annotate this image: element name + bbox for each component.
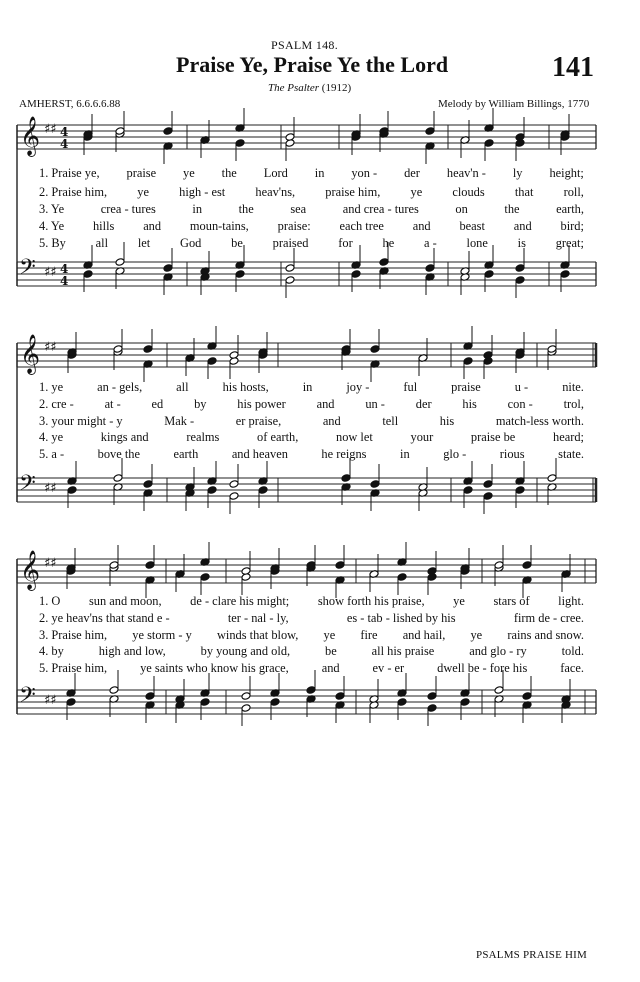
- note-head: [145, 692, 155, 701]
- lyric-syllable: joy -: [346, 380, 370, 394]
- note-head: [270, 698, 280, 707]
- lyric-syllable: ye: [183, 166, 195, 180]
- note-head: [483, 480, 493, 489]
- lyric-syllable: bird;: [560, 219, 584, 233]
- note-head: [83, 270, 93, 279]
- lyric-syllable: high - est: [179, 185, 226, 199]
- lyric-syllable: sun and moon,: [88, 594, 162, 608]
- verse-line-2: [39, 611, 584, 626]
- source-year: (1912): [321, 82, 352, 94]
- lyric-syllable: and: [316, 397, 335, 411]
- lyric-syllable: that: [514, 185, 534, 199]
- note-head: [515, 264, 525, 273]
- note-head: [258, 486, 268, 495]
- lyric-syllable: for: [338, 236, 353, 250]
- lyric-syllable: ye: [470, 628, 483, 642]
- note-head: [341, 474, 351, 483]
- lyric-syllable: height;: [549, 166, 584, 180]
- note-head: [484, 270, 494, 279]
- section-footer: PSALMS PRAISE HIM: [476, 949, 587, 961]
- lyric-syllable: stars of: [493, 594, 530, 608]
- lyric-syllable: of earth,: [257, 430, 299, 444]
- lyric-syllable: ly: [512, 166, 523, 180]
- lyric-syllable: realms: [186, 430, 220, 444]
- note-head: [143, 345, 153, 354]
- lyric-syllable: praise: [126, 166, 157, 180]
- lyric-syllable: high and low,: [98, 644, 166, 658]
- verse-line-4: [39, 644, 584, 659]
- lyric-syllable: bove the: [97, 447, 140, 461]
- lyric-syllable: ye: [137, 185, 149, 199]
- lyric-syllable: be: [325, 644, 337, 658]
- key-signature-sharps-icon: ♯♯: [44, 122, 57, 137]
- lyric-syllable: face.: [560, 661, 584, 675]
- lyric-syllable: 5. By: [39, 236, 66, 250]
- lyric-syllable: and: [412, 219, 431, 233]
- note-head: [335, 692, 345, 701]
- lyric-syllable: ye: [453, 594, 465, 608]
- verse-line-5: [39, 661, 584, 676]
- bass-clef-icon: 𝄢: [19, 255, 36, 285]
- psalm-reference: PSALM 148.: [271, 38, 339, 52]
- lyric-syllable: great;: [555, 236, 584, 250]
- lyric-syllable: rains and snow.: [507, 628, 584, 642]
- lyric-syllable: 5. a -: [39, 447, 65, 461]
- note-head: [483, 351, 493, 360]
- lyric-syllable: the: [221, 166, 237, 180]
- verse-line-1: [39, 380, 584, 395]
- note-head: [547, 474, 557, 483]
- lyric-syllable: 2. ye heav'ns that stand e -: [39, 611, 170, 625]
- lyric-syllable: glo -: [443, 447, 467, 461]
- note-head: [515, 276, 525, 285]
- lyric-syllable: ye: [323, 628, 336, 642]
- treble-clef-icon: 𝄞: [20, 550, 41, 590]
- lyric-syllable: ye: [410, 185, 423, 199]
- lyric-syllable: and: [321, 661, 340, 675]
- verse-line-4: [39, 219, 584, 234]
- lyric-syllable: praise: [451, 380, 481, 394]
- lyric-syllable: ful: [403, 380, 418, 394]
- note-head: [115, 258, 125, 267]
- lyric-syllable: crea - tures: [100, 202, 156, 216]
- verse-line-5: [39, 447, 584, 462]
- note-head: [229, 480, 239, 489]
- lyric-syllable: 4. Ye: [39, 219, 65, 233]
- key-signature-sharps-icon: ♯♯: [44, 340, 57, 355]
- lyric-syllable: Mak -: [164, 414, 195, 428]
- note-head: [370, 480, 380, 489]
- note-head: [241, 704, 251, 713]
- note-head: [109, 686, 119, 695]
- lyric-syllable: kings and: [100, 430, 149, 444]
- lyric-syllable: match-less worth.: [495, 414, 584, 428]
- lyric-syllable: in: [314, 166, 325, 180]
- note-head: [522, 561, 532, 570]
- lyric-syllable: der: [404, 166, 420, 180]
- note-head: [463, 357, 473, 366]
- lyric-syllable: earth,: [556, 202, 584, 216]
- lyric-syllable: God: [180, 236, 202, 250]
- lyric-syllable: all his praise: [371, 644, 435, 658]
- note-head: [397, 698, 407, 707]
- note-head: [560, 270, 570, 279]
- lyric-syllable: roll,: [563, 185, 584, 199]
- lyric-syllable: yon -: [351, 166, 378, 180]
- note-head: [241, 567, 251, 576]
- key-signature-sharps-icon: ♯♯: [44, 265, 57, 280]
- lyric-syllable: earth: [173, 447, 199, 461]
- key-signature-sharps-icon: ♯♯: [44, 693, 57, 708]
- lyric-syllable: clouds: [452, 185, 485, 199]
- note-head: [515, 486, 525, 495]
- lyric-syllable: 2. cre -: [39, 397, 74, 411]
- lyric-syllable: ye storm - y: [132, 628, 192, 642]
- key-signature-sharps-icon: ♯♯: [44, 481, 57, 496]
- lyric-syllable: now let: [336, 430, 373, 444]
- note-head: [427, 692, 437, 701]
- note-head: [425, 264, 435, 273]
- lyric-syllable: show forth his praise,: [317, 594, 425, 608]
- note-head: [66, 698, 76, 707]
- note-head: [143, 480, 153, 489]
- note-head: [483, 492, 493, 501]
- verse-line-3: [39, 628, 584, 643]
- lyric-syllable: 1. ye: [39, 380, 64, 394]
- lyric-syllable: rious: [499, 447, 525, 461]
- lyric-syllable: praised: [272, 236, 309, 250]
- verse-line-2: [39, 397, 584, 412]
- lyric-syllable: and: [143, 219, 162, 233]
- note-head: [200, 573, 210, 582]
- verse-line-3: [39, 202, 584, 217]
- note-head: [235, 139, 245, 148]
- time-signature: 4: [60, 137, 69, 151]
- note-head: [427, 704, 437, 713]
- lyric-syllable: de - clare his might;: [190, 594, 290, 608]
- lyric-syllable: all: [176, 380, 189, 394]
- lyric-syllable: heard;: [553, 430, 584, 444]
- lyric-syllable: dwell be - fore his: [437, 661, 528, 675]
- lyric-syllable: 3. Praise him,: [39, 628, 108, 642]
- lyric-syllable: all: [95, 236, 109, 250]
- verse-line-4: [39, 430, 584, 445]
- lyric-syllable: by: [194, 397, 207, 411]
- lyric-syllable: u -: [514, 380, 529, 394]
- note-head: [515, 133, 525, 142]
- lyric-syllable: be: [231, 236, 243, 250]
- lyric-syllable: in: [302, 380, 313, 394]
- lyric-syllable: and glo - ry: [469, 644, 527, 658]
- note-head: [163, 264, 173, 273]
- bass-clef-icon: 𝄢: [19, 471, 36, 501]
- lyric-syllable: Lord: [263, 166, 288, 180]
- lyric-syllable: es - tab - lished by his: [346, 611, 456, 625]
- note-head: [351, 270, 361, 279]
- lyric-syllable: he reigns: [321, 447, 367, 461]
- lyric-syllable: 1. O: [39, 594, 61, 608]
- lyric-syllable: the: [504, 202, 520, 216]
- lyric-syllable: in: [400, 447, 410, 461]
- note-head: [229, 351, 239, 360]
- note-head: [460, 698, 470, 707]
- note-head: [285, 276, 295, 285]
- verse-line-2: [39, 185, 584, 200]
- time-signature: 4: [60, 125, 69, 139]
- key-signature-sharps-icon: ♯♯: [44, 556, 57, 571]
- note-head: [427, 567, 437, 576]
- note-head: [229, 492, 239, 501]
- lyric-syllable: is: [517, 236, 526, 250]
- lyric-syllable: hills: [92, 219, 115, 233]
- lyric-syllable: by young and old,: [200, 644, 291, 658]
- lyric-syllable: 4. by: [39, 644, 64, 658]
- note-head: [207, 357, 217, 366]
- lyric-syllable: on: [455, 202, 468, 216]
- treble-clef-icon: 𝄞: [20, 334, 41, 374]
- lyric-syllable: er praise,: [235, 414, 282, 428]
- lyric-syllable: his: [462, 397, 477, 411]
- verse-line-1: [39, 594, 584, 609]
- note-head: [463, 486, 473, 495]
- lyric-syllable: light.: [558, 594, 584, 608]
- note-head: [241, 692, 251, 701]
- lyric-syllable: each tree: [339, 219, 384, 233]
- note-head: [67, 486, 77, 495]
- lyric-syllable: at -: [104, 397, 121, 411]
- note-head: [235, 270, 245, 279]
- lyric-syllable: the: [238, 202, 254, 216]
- verse-line-5: [39, 236, 584, 251]
- lyric-syllable: praise him,: [325, 185, 381, 199]
- lyric-syllable: and: [322, 414, 341, 428]
- lyric-syllable: and: [513, 219, 532, 233]
- hymn-number: 141: [552, 52, 594, 83]
- note-head: [397, 573, 407, 582]
- bass-clef-icon: 𝄢: [19, 683, 36, 713]
- lyric-syllable: ye saints who know his grace,: [140, 661, 289, 675]
- lyric-syllable: his power: [237, 397, 286, 411]
- note-head: [163, 127, 173, 136]
- note-head: [379, 258, 389, 267]
- lyric-syllable: 1. Praise ye,: [39, 166, 100, 180]
- lyric-syllable: 2. Praise him,: [39, 185, 108, 199]
- lyric-syllable: your: [410, 430, 434, 444]
- lyric-syllable: and hail,: [402, 628, 446, 642]
- lyric-syllable: praise be: [470, 430, 516, 444]
- lyric-syllable: heav'ns,: [255, 185, 296, 199]
- lyric-syllable: 3. Ye: [39, 202, 65, 216]
- note-head: [370, 345, 380, 354]
- lyric-syllable: he: [382, 236, 395, 250]
- verse-line-1: [39, 166, 584, 181]
- lyric-syllable: an - gels,: [97, 380, 143, 394]
- note-head: [285, 264, 295, 273]
- note-head: [335, 561, 345, 570]
- lyric-syllable: un -: [365, 397, 385, 411]
- lyric-syllable: his hosts,: [222, 380, 269, 394]
- lyric-syllable: and crea - tures: [342, 202, 419, 216]
- lyric-syllable: winds that blow,: [216, 628, 299, 642]
- note-head: [306, 686, 316, 695]
- lyric-syllable: der: [415, 397, 432, 411]
- lyric-syllable: heav'n -: [446, 166, 486, 180]
- lyric-syllable: firm de - cree.: [513, 611, 584, 625]
- lyric-syllable: nite.: [562, 380, 584, 394]
- lyric-syllable: 3. your might - y: [39, 414, 123, 428]
- lyric-syllable: con -: [507, 397, 533, 411]
- lyric-syllable: let: [137, 236, 151, 250]
- time-signature: 4: [60, 274, 69, 288]
- verse-line-3: [39, 414, 584, 429]
- lyric-syllable: fire: [360, 628, 378, 642]
- lyric-syllable: ev - er: [372, 661, 405, 675]
- note-head: [285, 133, 295, 142]
- lyric-syllable: in: [192, 202, 203, 216]
- lyric-syllable: praise:: [277, 219, 311, 233]
- lyric-syllable: his: [439, 414, 455, 428]
- lyric-syllable: ter - nal - ly,: [227, 611, 289, 625]
- lyric-syllable: and heaven: [231, 447, 288, 461]
- lyric-syllable: a -: [424, 236, 437, 250]
- lyric-syllable: state.: [558, 447, 584, 461]
- tune-name-meter: AMHERST, 6.6.6.6.88: [19, 98, 121, 110]
- note-head: [425, 127, 435, 136]
- note-head: [145, 561, 155, 570]
- note-head: [484, 139, 494, 148]
- lyric-syllable: told.: [561, 644, 584, 658]
- lyric-syllable: lone: [466, 236, 488, 250]
- lyric-syllable: 5. Praise him,: [39, 661, 108, 675]
- note-head: [522, 692, 532, 701]
- lyric-syllable: beast: [459, 219, 485, 233]
- melody-credit: Melody by William Billings, 1770: [438, 98, 590, 110]
- note-head: [207, 486, 217, 495]
- note-head: [494, 686, 504, 695]
- hymn-title: Praise Ye, Praise Ye the Lord: [176, 52, 449, 77]
- lyric-syllable: trol,: [563, 397, 584, 411]
- lyric-syllable: moun-tains,: [189, 219, 249, 233]
- note-head: [200, 698, 210, 707]
- lyric-syllable: tell: [382, 414, 399, 428]
- note-head: [113, 474, 123, 483]
- lyric-syllable: 4. ye: [39, 430, 64, 444]
- source-title: The Psalter: [268, 82, 320, 94]
- treble-clef-icon: 𝄞: [20, 116, 41, 156]
- lyric-syllable: ed: [151, 397, 164, 411]
- lyric-syllable: sea: [290, 202, 307, 216]
- time-signature: 4: [60, 262, 69, 276]
